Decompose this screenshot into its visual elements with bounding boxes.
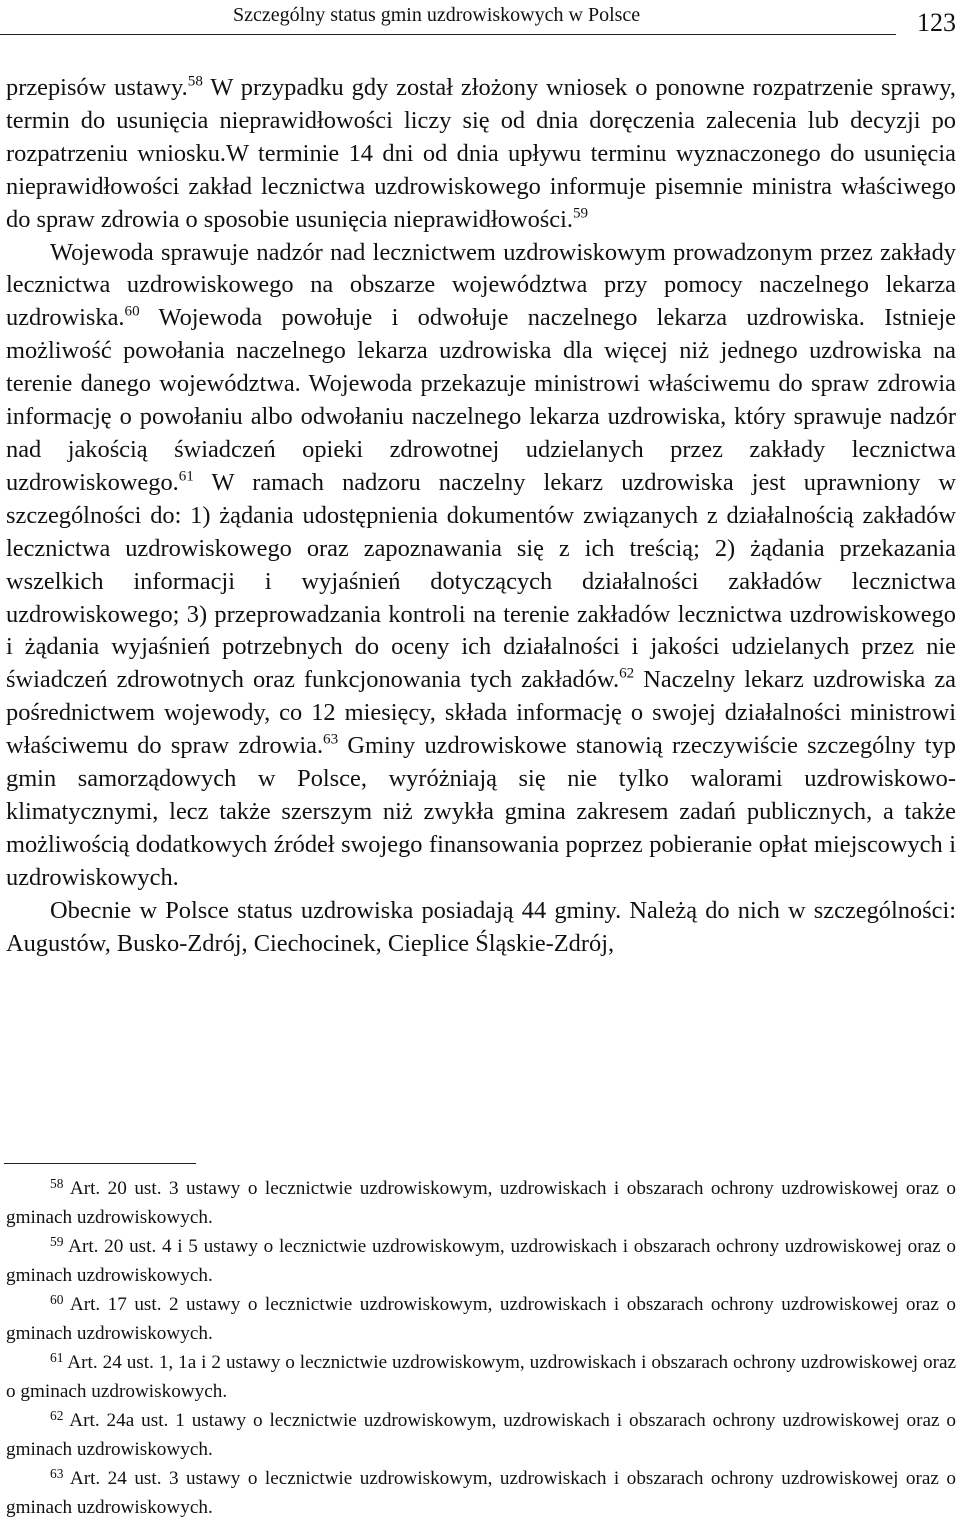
footnote-number: 62	[50, 1407, 64, 1423]
footnote-58	[6, 1174, 956, 1232]
footnote-ref-60[interactable]: 60	[124, 303, 140, 320]
paragraph-2-text-e: Gminy uzdrowiskowe stanowią rzeczywiście szczególny typ gmin samorządowych w Polsce, wyróżniają się nie tylko walorami uzdrowiskowo-klimatycznymi, lecz także szerszym niż zwykła gmina zakresem zadań publicznych, a także możliwością dodatkowych źródeł swojego finansowania poprzez pobieranie opłat miejscowych i uzdrowiskowych.	[6, 732, 956, 891]
paragraph-3-text: Obecnie w Polsce status uzdrowiska posiadają 44 gminy. Należą do nich w szczególności: Augustów, Busko-Zdrój, Ciechocinek, Cieplice Śląskie-Zdrój,	[6, 896, 956, 957]
footnote-60	[6, 1290, 956, 1348]
paragraph-2-text-a: Wojewoda sprawuje nadzór nad lecznictwem uzdrowiskowym prowadzonym przez zakłady lecznictwa uzdrowiskowego na obszarze województwa przy pomocy naczelnego lekarza uzdrowiska.	[6, 238, 956, 332]
footnote-61	[6, 1348, 956, 1406]
footnote-text: Art. 24 ust. 1, 1a i 2 ustawy o lecznictwie uzdrowiskowym, uzdrowiskach i obszarach ochrony uzdrowiskowej oraz o gminach uzdrowiskowych.	[6, 1352, 956, 1402]
footnote-ref-62[interactable]: 62	[619, 665, 635, 682]
footnote-62	[6, 1406, 956, 1464]
running-title: Szczególny status gmin uzdrowiskowych w Polsce	[233, 4, 641, 26]
footnote-63	[6, 1464, 956, 1522]
paragraph-2-text-b: Wojewoda powołuje i odwołuje naczelnego lekarza uzdrowiska. Istnieje możliwość powołania naczelnego lekarza uzdrowiska dla więcej niż jednego uzdrowiska na terenie danego województwa. Wojewoda przekazuje ministrowi właściwemu do spraw zdrowia informację o powołaniu albo odwołaniu naczelnego lekarza uzdrowiska, który sprawuje nadzór nad jakością świadczeń opieki zdrowotnej udzielanych przez zakłady lecznictwa uzdrowiskowego.	[6, 304, 956, 496]
footnote-text: Art. 17 ust. 2 ustawy o lecznictwie uzdrowiskowym, uzdrowiskach i obszarach ochrony uzdrowiskowej oraz o gminach uzdrowiskowych.	[6, 1294, 956, 1344]
paragraph-2-text-c: W ramach nadzoru naczelny lekarz uzdrowiska jest uprawniony w szczególności do: 1) żądania udostępnienia dokumentów związanych z działalnością zakładów lecznictwa uzdrowiskowego oraz zapoznawania się z ich treścią; 2) żądania przekazania wszelkich informacji i wyjaśnień dotyczących działalności zakładów lecznictwa uzdrowiskowego; 3) przeprowadzania kontroli na terenie zakładów lecznictwa uzdrowiskowego i żądania wyjaśnień potrzebnych do oceny ich działalności i jakości udzielanych przez nie świadczeń zdrowotnych oraz funkcjonowania tych zakładów.	[6, 468, 956, 694]
footnote-number: 61	[50, 1349, 64, 1365]
paragraph-3	[6, 895, 956, 961]
footnote-59	[6, 1232, 956, 1290]
paragraph-1	[6, 72, 956, 237]
paragraph-2-text-d: Naczelny lekarz uzdrowiska za pośrednictwem wojewody, co 12 miesięcy, składa informację o swojej działalności ministrowi właściwemu do spraw zdrowia.	[6, 666, 957, 760]
paragraph-1-text-a: przepisów ustawy.	[6, 74, 188, 101]
footnote-ref-61[interactable]: 61	[178, 468, 194, 485]
footnote-ref-58[interactable]: 58	[187, 73, 203, 90]
footnote-ref-63[interactable]: 63	[323, 731, 339, 748]
footnote-number: 60	[50, 1291, 64, 1307]
footnote-text: Art. 20 ust. 4 i 5 ustawy o lecznictwie uzdrowiskowym, uzdrowiskach i obszarach ochrony uzdrowiskowej oraz o gminach uzdrowiskowych.	[6, 1236, 956, 1286]
paragraph-1-text-b: W przypadku gdy został złożony wniosek o ponowne rozpatrzenie sprawy, termin do usunięcia nieprawidłowości liczy się od dnia doręczenia zalecenia lub decyzji po rozpatrzeniu wniosku.W terminie 14 dni od dnia upływu terminu wyznaczonego do usunięcia nieprawidłowości zakład lecznictwa uzdrowiskowego informuje pisemnie ministra właściwego do spraw zdrowia o sposobie usunięcia nieprawidłowości.	[6, 74, 957, 233]
footnote-number: 59	[50, 1233, 64, 1249]
footnote-text: Art. 24a ust. 1 ustawy o lecznictwie uzdrowiskowym, uzdrowiskach i obszarach ochrony uzdrowiskowej oraz o gminach uzdrowiskowych.	[6, 1410, 956, 1460]
body-text	[6, 72, 956, 960]
footnote-separator	[4, 1163, 196, 1164]
paragraph-2	[6, 237, 956, 895]
header-rule	[0, 34, 896, 35]
footnote-number: 63	[50, 1465, 64, 1481]
footnote-number: 58	[50, 1175, 64, 1191]
footnote-ref-59[interactable]: 59	[572, 205, 589, 222]
running-header	[0, 0, 960, 44]
footnote-text: Art. 20 ust. 3 ustawy o lecznictwie uzdrowiskowym, uzdrowiskach i obszarach ochrony uzdrowiskowej oraz o gminach uzdrowiskowych.	[6, 1178, 956, 1228]
page-number: 123	[917, 8, 956, 37]
footnote-text: Art. 24 ust. 3 ustawy o lecznictwie uzdrowiskowym, uzdrowiskach i obszarach ochrony uzdrowiskowej oraz o gminach uzdrowiskowych.	[6, 1468, 956, 1518]
footnotes	[6, 1174, 956, 1522]
